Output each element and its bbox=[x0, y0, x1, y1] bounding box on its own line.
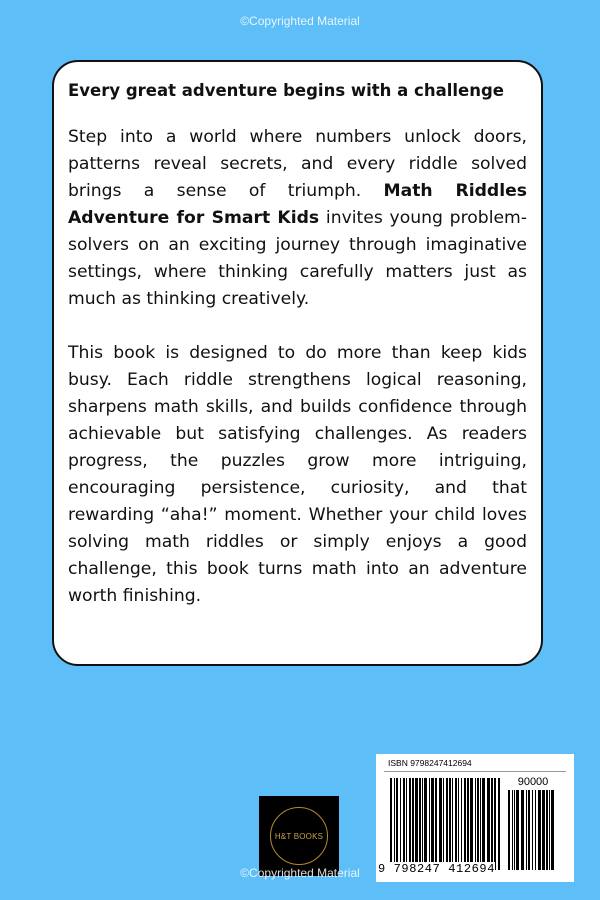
barcode-bar bbox=[467, 778, 469, 870]
barcode-bar bbox=[535, 790, 536, 870]
barcode-bar bbox=[390, 778, 392, 870]
barcode-bar bbox=[538, 790, 541, 870]
barcode-bar bbox=[498, 778, 500, 870]
barcode-bar bbox=[443, 778, 444, 870]
barcode-bar bbox=[400, 778, 401, 870]
barcode-bar bbox=[508, 790, 510, 870]
barcode-addon-bars bbox=[508, 790, 558, 870]
barcode-bar bbox=[406, 778, 407, 870]
barcode-bar bbox=[422, 778, 423, 870]
barcode-bar bbox=[526, 790, 527, 870]
barcode-bar bbox=[439, 778, 442, 870]
barcode-bar bbox=[487, 778, 490, 870]
barcode-bar bbox=[551, 790, 554, 870]
barcode-bar bbox=[446, 778, 448, 870]
barcode-bar bbox=[477, 778, 479, 870]
barcode-bar bbox=[415, 778, 418, 870]
isbn-label: ISBN 9798247412694 bbox=[388, 758, 472, 768]
barcode-bar bbox=[480, 778, 481, 870]
barcode-bar bbox=[431, 778, 434, 870]
barcode-bar bbox=[475, 778, 476, 870]
barcode-bar bbox=[396, 778, 398, 870]
description-card bbox=[52, 60, 543, 666]
barcode-bar bbox=[549, 790, 550, 870]
copyright-watermark-top: ©Copyrighted Material bbox=[240, 14, 360, 28]
barcode-bar bbox=[458, 778, 459, 870]
barcode-bar bbox=[532, 790, 533, 870]
isbn-barcode bbox=[376, 754, 574, 882]
barcode-digits: 9 798247 412694 bbox=[378, 862, 496, 876]
barcode-bar bbox=[409, 778, 411, 870]
paragraph-1-rest: invites young problem-solvers on an exciting journey through imaginative settings, where thinking carefully matters just as much as thinking creatively. bbox=[68, 208, 527, 309]
description-paragraph-1 bbox=[68, 124, 527, 313]
publisher-logo bbox=[259, 796, 339, 876]
barcode-bar bbox=[424, 778, 427, 870]
paragraph-1-intro: Step into a world where numbers unlock doors, patterns reveal secrets, and every riddle solved brings a sense of triumph. bbox=[68, 127, 527, 201]
barcode-bar bbox=[452, 778, 453, 870]
barcode-bar bbox=[546, 790, 548, 870]
barcode-bar bbox=[521, 790, 524, 870]
barcode-bar bbox=[491, 778, 493, 870]
barcode-bar bbox=[494, 778, 496, 870]
barcode-bar bbox=[516, 790, 519, 870]
barcode-bar bbox=[461, 778, 462, 870]
barcode-bar bbox=[512, 790, 513, 870]
book-title-bold: Math Riddles Adventure for Smart Kids bbox=[68, 181, 527, 228]
barcode-addon-number: 90000 bbox=[517, 776, 549, 788]
barcode-bar bbox=[482, 778, 485, 870]
barcode-bar bbox=[412, 778, 414, 870]
logo-ring bbox=[270, 807, 328, 865]
barcode-bar bbox=[542, 790, 545, 870]
barcode-bar bbox=[435, 778, 437, 870]
barcode-bar bbox=[403, 778, 405, 870]
barcode-bar bbox=[514, 790, 515, 870]
barcode-bar bbox=[464, 778, 466, 870]
barcode-bar bbox=[394, 778, 395, 870]
barcode-bar bbox=[419, 778, 421, 870]
publisher-logo-text: H&T BOOKS bbox=[274, 831, 324, 841]
barcode-bar bbox=[470, 778, 473, 870]
barcode-bar bbox=[449, 778, 451, 870]
copyright-watermark-bottom: ©Copyrighted Material bbox=[240, 866, 360, 880]
isbn-divider bbox=[384, 771, 566, 772]
barcode-bar bbox=[429, 778, 430, 870]
barcode-bar bbox=[528, 790, 530, 870]
description-paragraph-2: This book is designed to do more than keep kids busy. Each riddle strengthens logical reasoning, sharpens math skills, and builds confidence through achievable but satisfying challenges. As readers progress, the puzzles grow more intriguing, encouraging persistence, curiosity, and that rewarding “aha!” moment. Whether your child loves solving math riddles or simply enjoys a good challenge, this book turns math into an adventure worth finishing. bbox=[68, 343, 527, 606]
barcode-bar bbox=[455, 778, 457, 870]
card-headline: Every great adventure begins with a challenge bbox=[68, 81, 504, 100]
barcode-main-bars bbox=[390, 778, 502, 870]
